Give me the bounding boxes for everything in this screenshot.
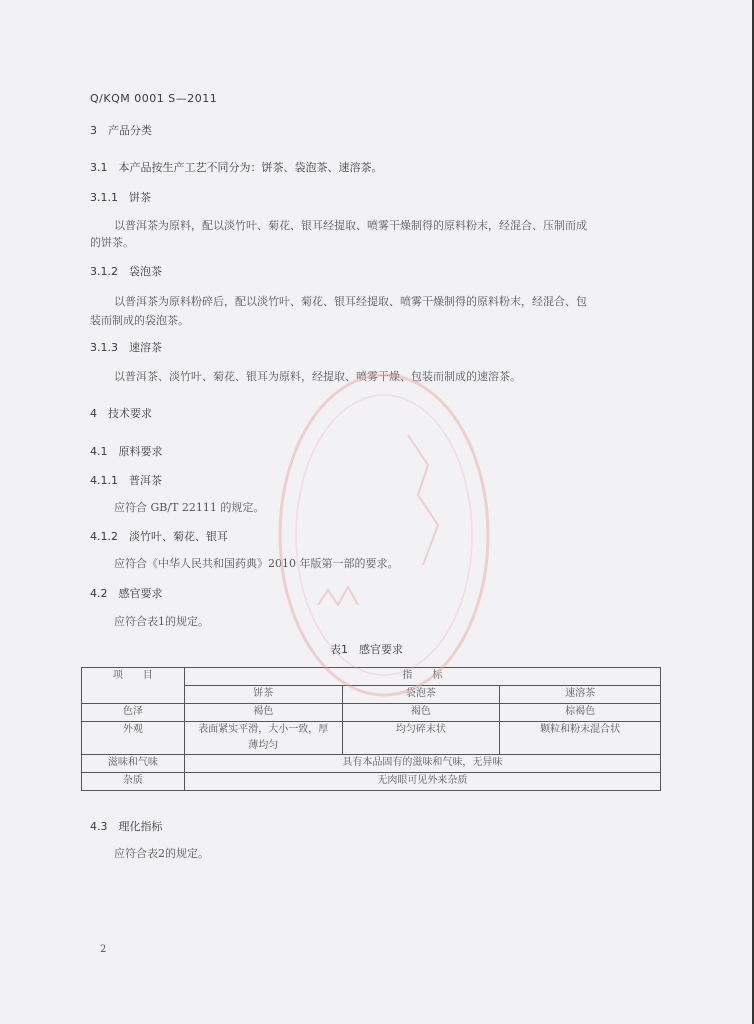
table-cell-item: 滋味和气味 bbox=[82, 755, 185, 773]
table-cell: 棕褐色 bbox=[500, 704, 661, 722]
table-row bbox=[82, 755, 661, 773]
seal-mark bbox=[408, 435, 438, 565]
table-cell: 褐色 bbox=[184, 704, 342, 722]
section-4-1-2-heading: 4.1.2 淡竹叶、菊花、银耳 bbox=[90, 530, 228, 543]
section-4-1-1-heading: 4.1.1 普洱茶 bbox=[90, 474, 162, 487]
section-3-heading: 3 产品分类 bbox=[90, 124, 152, 137]
section-3-1-2-para-line1: 以普洱茶为原料粉碎后，配以淡竹叶、菊花、银耳经提取、喷雾干燥制得的原料粉末，经混合、包 bbox=[114, 295, 587, 308]
table-cell-merged: 无肉眼可见外来杂质 bbox=[184, 773, 660, 791]
table-header-index: 指 标 bbox=[184, 668, 660, 686]
table-cell: 均匀碎末状 bbox=[342, 722, 500, 755]
table-cell-merged: 具有本品固有的滋味和气味，无异味 bbox=[184, 755, 660, 773]
section-3-1-3-para: 以普洱茶、淡竹叶、菊花、银耳为原料，经提取、喷雾干燥、包装而制成的速溶茶。 bbox=[114, 370, 521, 383]
seal-inner-ellipse bbox=[296, 395, 472, 675]
table-1 bbox=[81, 667, 661, 791]
table-subheader-instant: 速溶茶 bbox=[500, 686, 661, 704]
table-1-caption: 表1 感官要求 bbox=[330, 643, 403, 656]
table-cell-item: 色泽 bbox=[82, 704, 185, 722]
section-4-2-heading: 4.2 感官要求 bbox=[90, 587, 163, 600]
seal-mark bbox=[318, 587, 358, 605]
table-subheader-bag: 袋泡茶 bbox=[342, 686, 500, 704]
section-4-3-heading: 4.3 理化指标 bbox=[90, 820, 163, 833]
table-subheader-cake: 饼茶 bbox=[184, 686, 342, 704]
section-3-1-text: 3.1 本产品按生产工艺不同分为：饼茶、袋泡茶、速溶茶。 bbox=[90, 161, 383, 174]
table-header-item: 项 目 bbox=[82, 668, 185, 704]
table-cell: 褐色 bbox=[342, 704, 500, 722]
table-cell-line: 薄均匀 bbox=[248, 740, 279, 751]
table-row bbox=[82, 704, 661, 722]
section-4-1-heading: 4.1 原料要求 bbox=[90, 445, 163, 458]
table-row bbox=[82, 722, 661, 755]
section-3-1-3-heading: 3.1.3 速溶茶 bbox=[90, 341, 162, 354]
section-4-1-1-para: 应符合 GB/T 22111 的规定。 bbox=[114, 501, 265, 514]
table-cell-item: 外观 bbox=[82, 722, 185, 755]
document-id: Q/KQM 0001 S—2011 bbox=[90, 92, 218, 105]
table-cell-item: 杂质 bbox=[82, 773, 185, 791]
table-cell-line: 表面紧实平滑，大小一致，厚 bbox=[198, 724, 329, 735]
section-3-1-1-heading: 3.1.1 饼茶 bbox=[90, 191, 151, 204]
table-header-row bbox=[82, 668, 661, 686]
section-3-1-2-para-line2: 装而制成的袋泡茶。 bbox=[90, 314, 189, 327]
table-cell bbox=[184, 722, 342, 755]
table-cell: 颗粒和粉末混合状 bbox=[500, 722, 661, 755]
section-3-1-2-heading: 3.1.2 袋泡茶 bbox=[90, 265, 162, 278]
section-3-1-1-para-line1: 以普洱茶为原料，配以淡竹叶、菊花、银耳经提取、喷雾干燥制得的原料粉末，经混合、压制而成 bbox=[114, 219, 587, 232]
section-4-3-para: 应符合表2的规定。 bbox=[114, 847, 209, 860]
table-row bbox=[82, 773, 661, 791]
page-number: 2 bbox=[100, 944, 107, 955]
section-4-1-2-para: 应符合《中华人民共和国药典》2010 年版第一部的要求。 bbox=[114, 557, 399, 570]
section-3-1-1-para-line2: 的饼茶。 bbox=[90, 236, 134, 249]
section-4-heading: 4 技术要求 bbox=[90, 407, 152, 420]
section-4-2-para: 应符合表1的规定。 bbox=[114, 615, 209, 628]
